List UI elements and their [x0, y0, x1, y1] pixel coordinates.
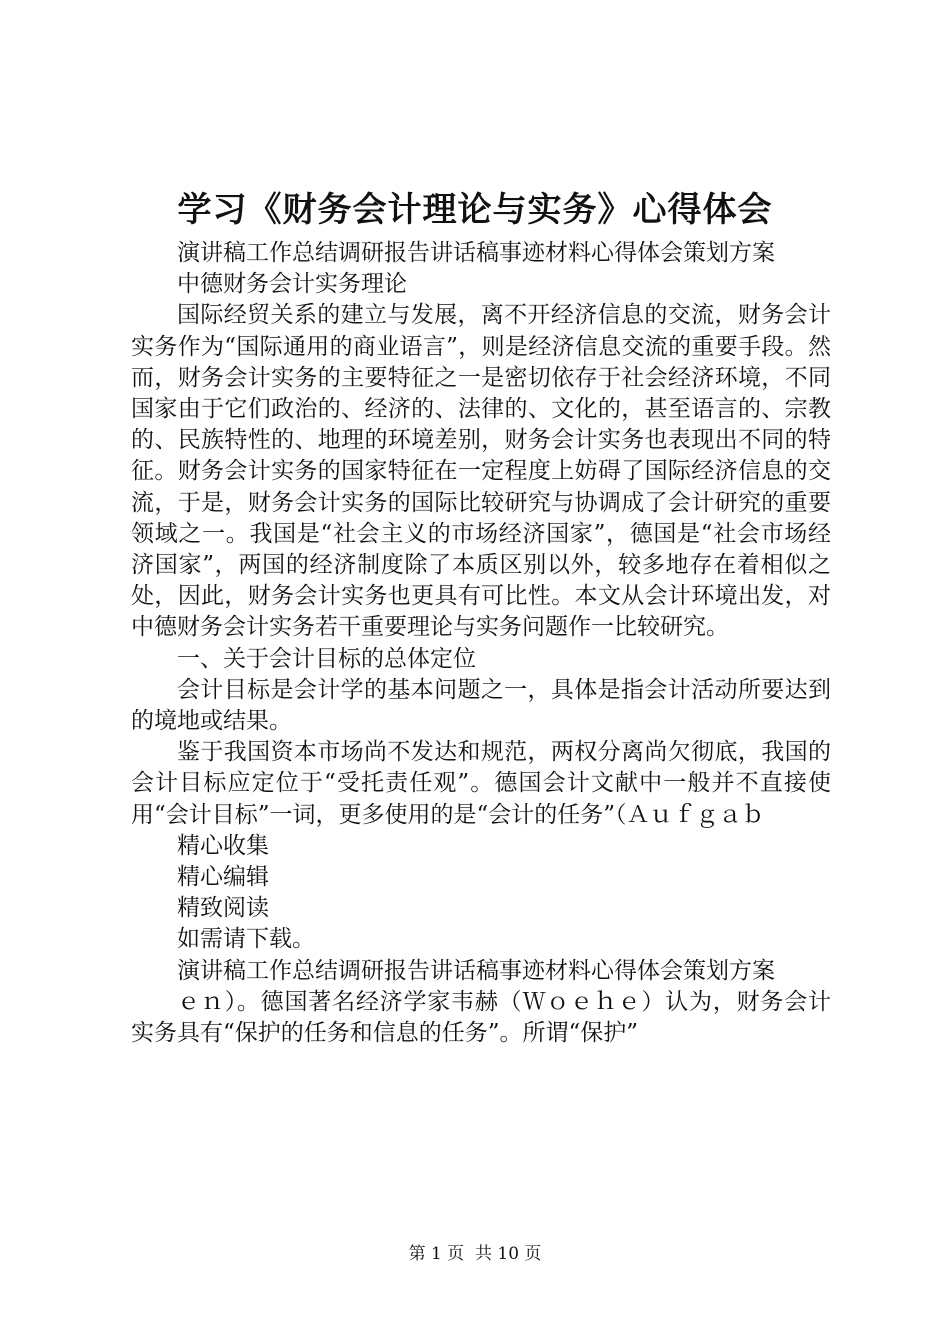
document-body: [131, 238, 831, 1049]
paragraph-note-read: 精致阅读: [177, 895, 269, 922]
paragraph-accounting-goal: 会计目标是会计学的基本问题之一，具体是指会计活动所要达到的境地或结果。: [131, 676, 831, 735]
paragraph-note-edit: 精心编辑: [177, 864, 269, 891]
paragraph-comparison: 鉴于我国资本市场尚不发达和规范，两权分离尚欠彻底，我国的会计目标应定位于“受托责任观”。德国会计文献中一般并不直接使用“会计目标”一词，更多使用的是“会计的任务”（Ａｕｆｇａｂ: [131, 739, 831, 828]
page-number-label: 第 1 页 共 10 页: [408, 1244, 542, 1264]
paragraph-section-heading: 一、关于会计目标的总体定位: [177, 645, 476, 672]
paragraph-note-collect: 精心收集: [177, 832, 269, 859]
page-footer: [0, 1242, 950, 1266]
paragraph-continuation: ｅｎ）。德国著名经济学家韦赫（Ｗｏｅｈｅ）认为，财务会计实务具有“保护的任务和信息的任务”。所谓“保护”: [131, 988, 831, 1047]
paragraph-category-line: 演讲稿工作总结调研报告讲话稿事迹材料心得体会策划方案: [177, 240, 775, 266]
paragraph-category-line-repeat: 演讲稿工作总结调研报告讲话稿事迹材料心得体会策划方案: [177, 957, 775, 984]
paragraph-intro: 国际经贸关系的建立与发展，离不开经济信息的交流，财务会计实务作为“国际通用的商业语言”，则是经济信息交流的重要手段。然而，财务会计实务的主要特征之一是密切依存于社会经济环境，不同国家由于它们政治的、经济的、法律的、文化的，甚至语言的、宗教的、民族特性的、地理的环境差别，财务会计实务也表现出不同的特征。财务会计实务的国家特征在一定程度上妨碍了国际经济信息的交流，于是，财务会计实务的国际比较研究与协调成了会计研究的重要领域之一。我国是“社会主义的市场经济国家”，德国是“社会市场经济国家”，两国的经济制度除了本质区别以外，较多地存在着相似之处，因此，财务会计实务也更具有可比性。本文从会计环境出发，对中德财务会计实务若干重要理论与实务问题作一比较研究。: [131, 302, 831, 641]
document-title: 学习《财务会计理论与实务》心得体会: [177, 190, 773, 230]
paragraph-subtitle: 中德财务会计实务理论: [177, 271, 407, 298]
paragraph-note-download: 如需请下载。: [177, 926, 315, 953]
